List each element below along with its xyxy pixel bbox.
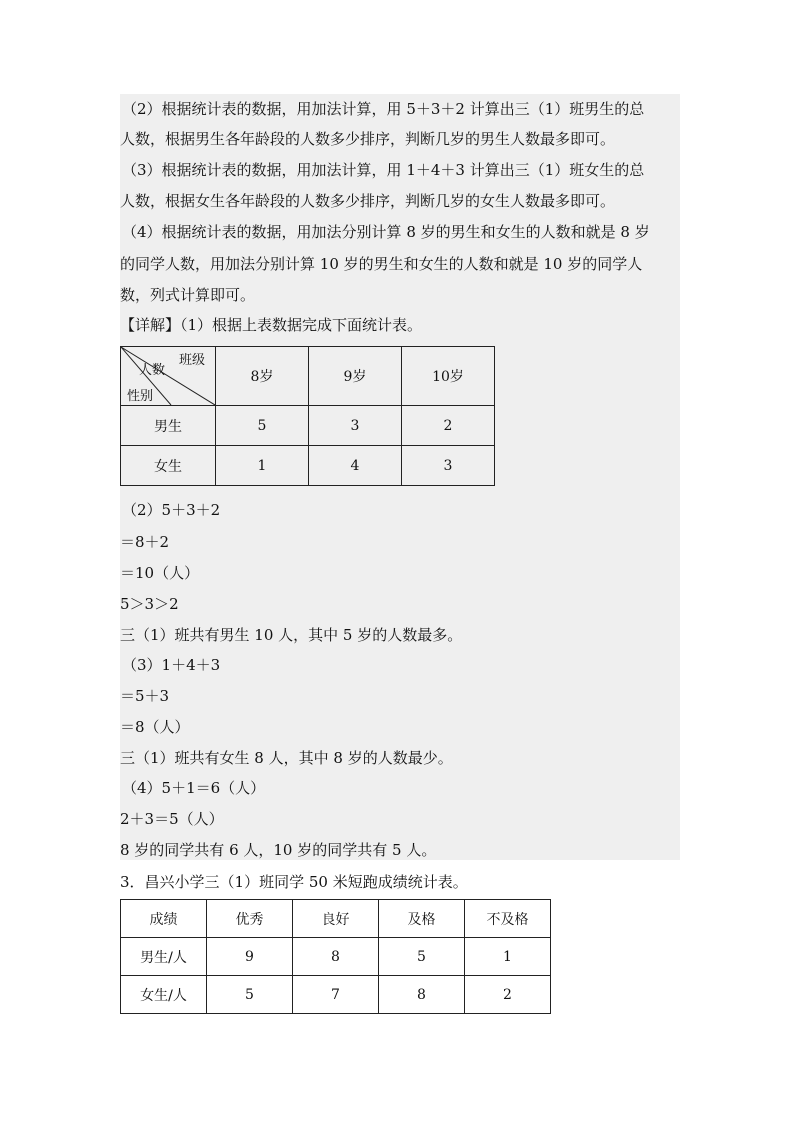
table-cell: 2 [402, 406, 495, 446]
s2-line4: 5＞3＞2 [120, 595, 179, 613]
table-row [121, 406, 495, 446]
row-label: 女生/人 [121, 976, 207, 1014]
s2-conclusion: 三（1）班共有男生 10 人，其中 5 岁的人数最多。 [120, 626, 463, 644]
table-cell: 8 [379, 976, 465, 1014]
row-label: 男生 [121, 406, 216, 446]
question3-title: 3．昌兴小学三（1）班同学 50 米短跑成绩统计表。 [120, 873, 468, 891]
table-header-row [121, 900, 551, 938]
table-cell: 1 [216, 446, 309, 486]
table-cell: 5 [379, 938, 465, 976]
corner-label-class: 班级 [179, 353, 206, 368]
table-header: 及格 [379, 900, 465, 938]
table-cell: 7 [293, 976, 379, 1014]
row-label: 女生 [121, 446, 216, 486]
table-cell: 3 [309, 406, 402, 446]
table-cell: 4 [309, 446, 402, 486]
s2-line3: ＝10（人） [120, 564, 200, 582]
table-header: 9岁 [309, 347, 402, 406]
analysis-p3-line2: 人数，根据女生各年龄段的人数多少排序，判断几岁的女生人数最多即可。 [120, 192, 616, 210]
s3-line3: ＝8（人） [120, 718, 190, 736]
table-cell: 5 [216, 406, 309, 446]
table-row [121, 446, 495, 486]
analysis-p4-line2: 的同学人数，用加法分别计算 10 岁的男生和女生的人数和就是 10 岁的同学人 [120, 255, 643, 273]
s3-conclusion: 三（1）班共有女生 8 人，其中 8 岁的人数最少。 [120, 749, 453, 767]
s4-line2: 2＋3＝5（人） [120, 810, 224, 828]
analysis-p2-line2: 人数，根据男生各年龄段的人数多少排序，判断几岁的男生人数最多即可。 [120, 130, 616, 148]
corner-label-gender: 性别 [127, 389, 154, 404]
sprint-results-table [120, 899, 551, 1014]
table-header: 成绩 [121, 900, 207, 938]
table-header: 不及格 [465, 900, 551, 938]
s2-line2: ＝8＋2 [120, 533, 170, 551]
table-cell: 8 [293, 938, 379, 976]
age-gender-table [120, 346, 495, 486]
table-header: 优秀 [207, 900, 293, 938]
table-header: 良好 [293, 900, 379, 938]
table-cell: 9 [207, 938, 293, 976]
table-cell: 2 [465, 976, 551, 1014]
analysis-p2-line1: （2）根据统计表的数据，用加法计算，用 5＋3＋2 计算出三（1）班男生的总 [122, 100, 645, 118]
detail-heading: 【详解】（1）根据上表数据完成下面统计表。 [120, 316, 423, 334]
analysis-p4-line1: （4）根据统计表的数据，用加法分别计算 8 岁的男生和女生的人数和就是 8 岁 [122, 223, 650, 241]
table-header: 8岁 [216, 347, 309, 406]
table-row [121, 938, 551, 976]
analysis-p4-line3: 数，列式计算即可。 [120, 286, 256, 304]
table-cell: 1 [465, 938, 551, 976]
s3-line1: （3）1＋4＋3 [122, 656, 221, 674]
s3-line2: ＝5＋3 [120, 687, 170, 705]
corner-label-count: 人数 [139, 363, 166, 378]
row-label: 男生/人 [121, 938, 207, 976]
s4-line1: （4）5＋1＝6（人） [122, 779, 266, 797]
table-header: 10岁 [402, 347, 495, 406]
table-row [121, 976, 551, 1014]
table-cell: 5 [207, 976, 293, 1014]
s2-line1: （2）5＋3＋2 [122, 501, 221, 519]
table-cell: 3 [402, 446, 495, 486]
table-corner-cell [121, 347, 216, 406]
s4-conclusion: 8 岁的同学共有 6 人，10 岁的同学共有 5 人。 [120, 841, 437, 859]
analysis-p3-line1: （3）根据统计表的数据，用加法计算，用 1＋4＋3 计算出三（1）班女生的总 [122, 161, 645, 179]
